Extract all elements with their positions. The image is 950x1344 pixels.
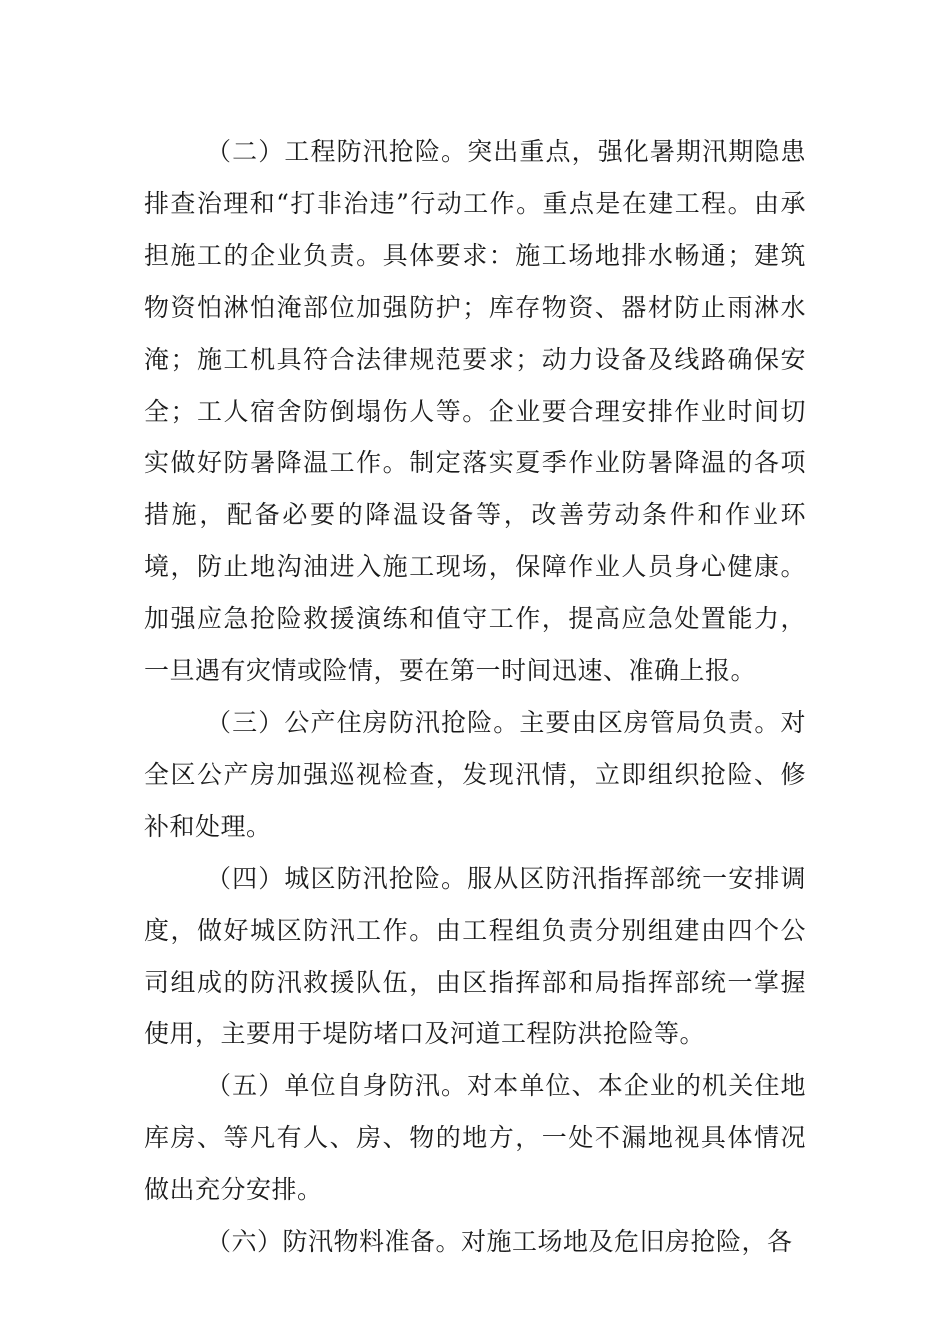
- paragraph-public-housing-flood-rescue: （三）公产住房防汛抢险。主要由区房管局负责。对全区公产房加强巡视检查，发现汛情，立即组织抢险、修补和处理。: [144, 707, 806, 841]
- paragraph-flood-materials-preparation: （六）防汛物料准备。对施工场地及危旧房抢险，各: [206, 1227, 793, 1257]
- paragraph-urban-flood-rescue: （四）城区防汛抢险。服从区防汛指挥部统一安排调度，做好城区防汛工作。由工程组负责分别组建由四个公司组成的防汛救援队伍，由区指挥部和局指挥部统一掌握使用，主要用于堤防堵口及河道工程防洪抢险等。: [144, 863, 806, 1049]
- document-body: [144, 126, 806, 1268]
- paragraph-engineering-flood-rescue: （二）工程防汛抢险。突出重点，强化暑期汛期隐患排查治理和“打非治违”行动工作。重点是在建工程。由承担施工的企业负责。具体要求：施工场地排水畅通；建筑物资怕淋怕淹部位加强防护；库存物资、器材防止雨淋水淹；施工机具符合法律规范要求；动力设备及线路确保安全；工人宿舍防倒塌伤人等。企业要合理安排作业时间切实做好防暑降温工作。制定落实夏季作业防暑降温的各项措施，配备必要的降温设备等，改善劳动条件和作业环境，防止地沟油进入施工现场，保障作业人员身心健康。加强应急抢险救援演练和值守工作，提高应急处置能力，一旦遇有灾情或险情，要在第一时间迅速、准确上报。: [144, 137, 806, 686]
- paragraph-unit-self-flood-prevention: （五）单位自身防汛。对本单位、本企业的机关住地库房、等凡有人、房、物的地方，一处不漏地视具体情况做出充分安排。: [144, 1071, 806, 1205]
